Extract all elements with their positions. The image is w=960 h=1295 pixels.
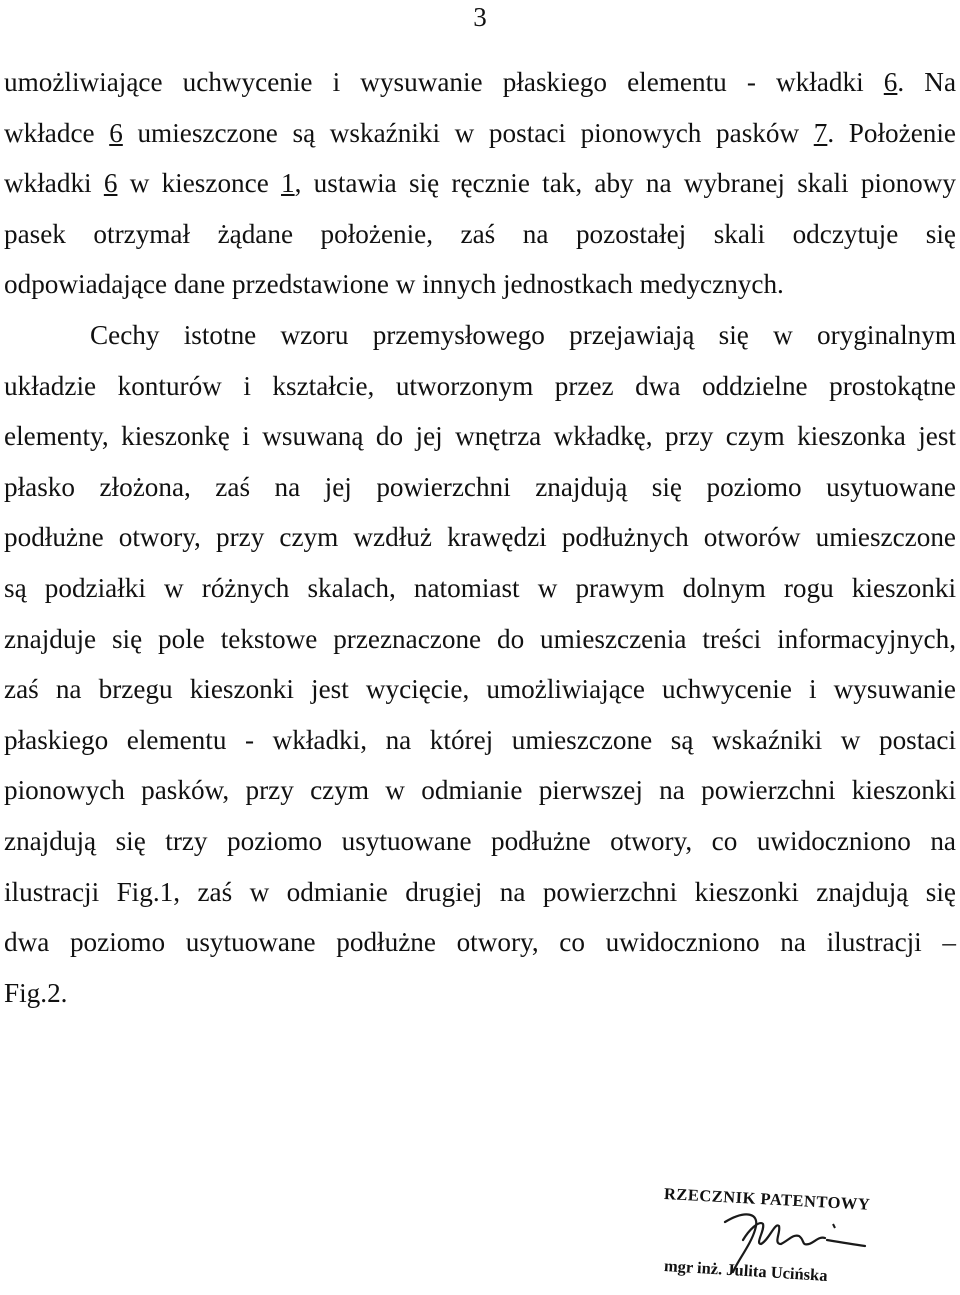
page-number: 3 — [473, 2, 487, 32]
stamp-title: RZECZNIK PATENTOWY — [663, 1184, 871, 1214]
text-line: Fig.2. — [4, 977, 68, 1008]
attorney-stamp — [660, 1170, 950, 1290]
text-line: pionowych pasków, przy czym w odmianie pierwszej na powierzchni kieszonki — [4, 775, 956, 806]
text-line: układzie konturów i kształcie, utworzonym przez dwa oddzielne prostokątne — [4, 370, 956, 401]
text-line: elementy, kieszonkę i wsuwaną do jej wnętrza wkładkę, przy czym kieszonka jest — [4, 421, 956, 452]
text-line: znajdują się trzy poziomo usytuowane podłużne otwory, co uwidoczniono na — [4, 825, 956, 856]
text-line: płaskiego elementu - wkładki, na której umieszczone są wskaźniki w postaci — [4, 724, 956, 755]
text-line: wkładce 6 umieszczone są wskaźniki w postaci pionowych pasków 7. Położenie — [4, 117, 956, 148]
text-line: Cechy istotne wzoru przemysłowego przejawiają się w oryginalnym — [90, 319, 956, 350]
stamp-name: mgr inż. Julita Ucińska — [663, 1256, 829, 1285]
text-line: wkładki 6 w kieszonce 1, ustawia się ręcznie tak, aby na wybranej skali pionowy — [4, 168, 956, 199]
text-line: dwa poziomo usytuowane podłużne otwory, co uwidoczniono na ilustracji – — [4, 927, 956, 958]
text-line: zaś na brzegu kieszonki jest wycięcie, umożliwiające uchwycenie i wysuwanie — [4, 674, 956, 705]
text-line: ilustracji Fig.1, zaś w odmianie drugiej na powierzchni kieszonki znajdują się — [4, 876, 956, 907]
text-line: pasek otrzymał żądane położenie, zaś na pozostałej skali odczytuje się — [4, 218, 956, 249]
text-line: są podziałki w różnych skalach, natomiast w prawym dolnym rogu kieszonki — [4, 572, 956, 603]
text-line: podłużne otwory, przy czym wzdłuż krawędzi podłużnych otworów umieszczone — [4, 522, 956, 553]
text-line: znajduje się pole tekstowe przeznaczone do umieszczenia treści informacyjnych, — [4, 623, 956, 654]
text-line: odpowiadające dane przedstawione w innych jednostkach medycznych. — [4, 269, 784, 300]
text-line: umożliwiające uchwycenie i wysuwanie płaskiego elementu - wkładki 6. Na — [4, 67, 957, 97]
document-body — [4, 57, 956, 1018]
text-line: płasko złożona, zaś na jej powierzchni znajdują się poziomo usytuowane — [4, 471, 956, 502]
